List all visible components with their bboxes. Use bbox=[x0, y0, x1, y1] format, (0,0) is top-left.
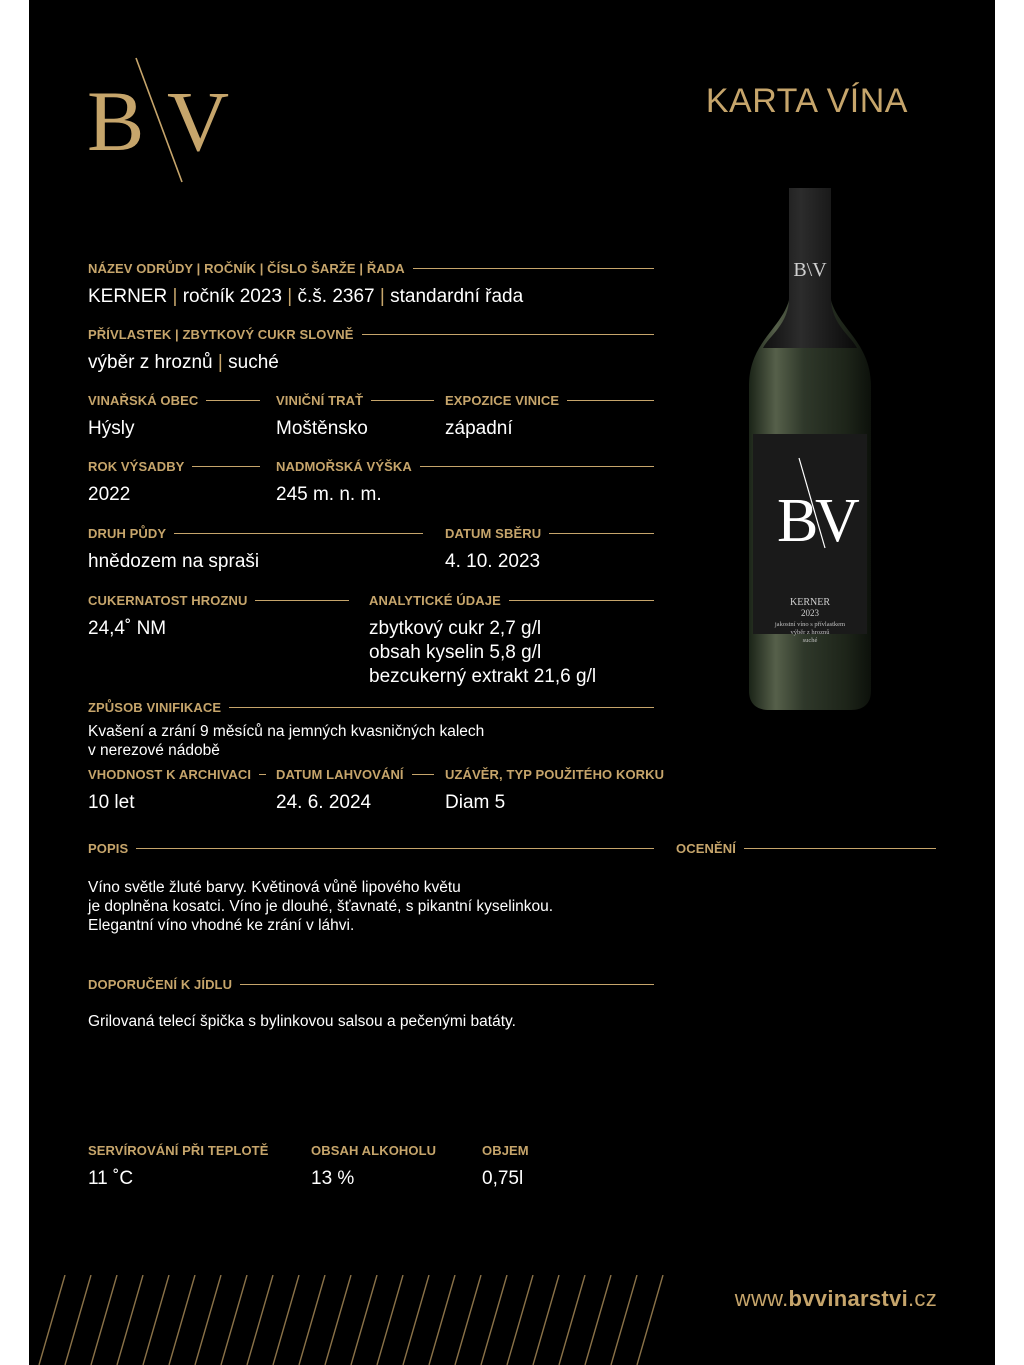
cukernatost-label: CUKERNATOST HROZNU bbox=[88, 593, 248, 608]
divider-line bbox=[420, 466, 654, 467]
card-title: KARTA VÍNA bbox=[705, 82, 908, 120]
field-objem bbox=[482, 1143, 582, 1191]
acidity: obsah kyselin 5,8 g/l bbox=[369, 642, 542, 663]
stripe-line bbox=[221, 1275, 247, 1365]
divider-line bbox=[413, 268, 654, 269]
website-link[interactable] bbox=[735, 1286, 937, 1312]
field-privlastek bbox=[88, 327, 654, 375]
separator: | bbox=[217, 352, 223, 373]
vintage-value: ročník 2023 bbox=[182, 286, 282, 307]
expozice-label: EXPOZICE VINICE bbox=[445, 393, 560, 408]
stripe-line bbox=[325, 1275, 351, 1365]
obec-label: VINAŘSKÁ OBEC bbox=[88, 393, 199, 408]
stripe-line bbox=[273, 1275, 299, 1365]
alkohol-label: OBSAH ALKOHOLU bbox=[311, 1143, 437, 1158]
stripe-line bbox=[507, 1275, 533, 1365]
label-year: 2023 bbox=[801, 608, 819, 618]
expozice-value: západní bbox=[445, 418, 513, 439]
stripe-line bbox=[169, 1275, 195, 1365]
rok-vysadby-label: ROK VÝSADBY bbox=[88, 459, 185, 474]
odruda-value bbox=[88, 285, 654, 309]
wine-bottle-image bbox=[747, 186, 873, 714]
sweetness-value: suché bbox=[228, 352, 279, 373]
predicate-value: výběr z hroznů bbox=[88, 352, 213, 373]
vyska-label: NADMOŘSKÁ VÝŠKA bbox=[276, 459, 412, 474]
divider-line bbox=[136, 848, 654, 849]
alkohol-value: 13 % bbox=[311, 1168, 355, 1189]
objem-label: OBJEM bbox=[482, 1143, 529, 1158]
stripe-line bbox=[65, 1275, 91, 1365]
vinifikace-line: Kvašení a zrání 9 měsíců na jemných kvasničných kalech bbox=[88, 723, 485, 740]
divider-line bbox=[206, 400, 260, 401]
stripe-line bbox=[611, 1275, 637, 1365]
label-variety: KERNER bbox=[790, 597, 830, 608]
popis-value bbox=[88, 878, 654, 935]
vinifikace-value bbox=[88, 722, 654, 760]
puda-label: DRUH PŮDY bbox=[88, 526, 167, 541]
cukernatost-value: 24,4˚ NM bbox=[88, 618, 167, 639]
label-line1: jakostní víno s přívlastkem bbox=[774, 621, 846, 628]
trat-label: VINIČNÍ TRAŤ bbox=[276, 393, 364, 408]
stripe-line bbox=[533, 1275, 559, 1365]
stripe-line bbox=[637, 1275, 663, 1365]
odruda-label: NÁZEV ODRŮDY | ROČNÍK | ČÍSLO ŠARŽE | ŘADA bbox=[88, 261, 405, 276]
field-odruda bbox=[88, 261, 654, 309]
decorative-stripes bbox=[29, 1275, 669, 1365]
popis-label: POPIS bbox=[88, 841, 129, 856]
brand-logo bbox=[87, 52, 237, 187]
field-obec bbox=[88, 393, 260, 441]
stripe-line bbox=[299, 1275, 325, 1365]
field-sber bbox=[445, 526, 654, 574]
field-oceneni bbox=[676, 841, 936, 856]
jidlo-label: DOPORUČENÍ K JÍDLU bbox=[88, 977, 233, 992]
web-suffix: .cz bbox=[907, 1286, 937, 1311]
stripe-line bbox=[585, 1275, 611, 1365]
lahvovani-value: 24. 6. 2024 bbox=[276, 792, 372, 813]
stripe-line bbox=[247, 1275, 273, 1365]
divider-line bbox=[174, 533, 423, 534]
field-puda bbox=[88, 526, 423, 574]
field-expozice bbox=[445, 393, 654, 441]
divider-line bbox=[192, 466, 260, 467]
oceneni-label: OCENĚNÍ bbox=[676, 841, 736, 856]
field-uzaver bbox=[445, 767, 665, 815]
archivace-value: 10 let bbox=[88, 792, 135, 813]
lahvovani-label: DATUM LAHVOVÁNÍ bbox=[276, 767, 404, 782]
separator: | bbox=[379, 286, 385, 307]
web-brand: bvvinarstvi bbox=[788, 1286, 908, 1311]
residual-sugar: zbytkový cukr 2,7 g/l bbox=[369, 618, 542, 639]
field-archivace bbox=[88, 767, 266, 815]
series-value: standardní řada bbox=[390, 286, 524, 307]
vinifikace-label: ZPŮSOB VINIFIKACE bbox=[88, 700, 222, 715]
divider-line bbox=[229, 707, 654, 708]
label-line2: výběr z hroznů bbox=[790, 629, 830, 636]
uzaver-label: UZÁVĚR, TYP POUŽITÉHO KORKU bbox=[445, 767, 665, 782]
label-line3: suché bbox=[802, 637, 818, 644]
uzaver-value: Diam 5 bbox=[445, 792, 506, 813]
field-trat bbox=[276, 393, 434, 441]
stripe-line bbox=[559, 1275, 585, 1365]
puda-value: hnědozem na spraši bbox=[88, 551, 260, 572]
stripe-line bbox=[481, 1275, 507, 1365]
popis-line: je doplněna kosatci. Víno je dlouhé, šťavnaté, s pikantní kyselinkou. bbox=[88, 898, 554, 915]
divider-line bbox=[259, 774, 266, 775]
separator: | bbox=[172, 286, 178, 307]
privlastek-value bbox=[88, 351, 654, 375]
stripe-line bbox=[143, 1275, 169, 1365]
field-alkohol bbox=[311, 1143, 471, 1191]
divider-line bbox=[362, 334, 654, 335]
objem-value: 0,75l bbox=[482, 1168, 524, 1189]
sber-label: DATUM SBĚRU bbox=[445, 526, 542, 541]
divider-line bbox=[509, 600, 654, 601]
analyticke-label: ANALYTICKÉ ÚDAJE bbox=[369, 593, 501, 608]
vinifikace-line: v nerezové nádobě bbox=[88, 742, 220, 759]
divider-line bbox=[549, 533, 654, 534]
field-lahvovani bbox=[276, 767, 434, 815]
field-cukernatost bbox=[88, 593, 349, 641]
variety-value: KERNER bbox=[88, 286, 168, 307]
logo-letter-b: B bbox=[87, 73, 145, 169]
stripe-line bbox=[455, 1275, 481, 1365]
field-jidlo bbox=[88, 977, 654, 1031]
divider-line bbox=[255, 600, 349, 601]
trat-value: Moštěnsko bbox=[276, 418, 368, 439]
popis-line: Elegantní víno vhodné ke zrání v láhvi. bbox=[88, 917, 355, 934]
analyticke-value bbox=[369, 617, 654, 689]
stripe-line bbox=[403, 1275, 429, 1365]
stripe-line bbox=[117, 1275, 143, 1365]
stripe-line bbox=[39, 1275, 65, 1365]
stripe-line bbox=[351, 1275, 377, 1365]
obec-value: Hýsly bbox=[88, 418, 135, 439]
separator: | bbox=[287, 286, 293, 307]
teplota-value: 11 ˚C bbox=[88, 1168, 134, 1189]
popis-line: Víno světle žluté barvy. Květinová vůně lipového květu bbox=[88, 879, 461, 896]
field-analyticke bbox=[369, 593, 654, 689]
privlastek-label: PŘÍVLASTEK | ZBYTKOVÝ CUKR SLOVNĚ bbox=[88, 327, 354, 342]
divider-line bbox=[371, 400, 434, 401]
field-rok-vysadby bbox=[88, 459, 260, 507]
stripe-line bbox=[91, 1275, 117, 1365]
jidlo-value: Grilovaná telecí špička s bylinkovou salsou a pečenými batáty. bbox=[88, 1013, 516, 1030]
field-vyska bbox=[276, 459, 654, 507]
stripe-line bbox=[377, 1275, 403, 1365]
divider-line bbox=[567, 400, 654, 401]
sugar-free-extract: bezcukerný extrakt 21,6 g/l bbox=[369, 666, 597, 687]
divider-line bbox=[744, 848, 936, 849]
stripe-line bbox=[195, 1275, 221, 1365]
sber-value: 4. 10. 2023 bbox=[445, 551, 541, 572]
stripe-line bbox=[429, 1275, 455, 1365]
teplota-label: SERVÍROVÁNÍ PŘI TEPLOTĚ bbox=[88, 1143, 269, 1158]
web-prefix: www. bbox=[734, 1286, 789, 1311]
vyska-value: 245 m. n. m. bbox=[276, 484, 382, 505]
field-teplota bbox=[88, 1143, 288, 1191]
divider-line bbox=[240, 984, 654, 985]
capsule-logo: B\V bbox=[793, 259, 827, 281]
divider-line bbox=[412, 774, 434, 775]
field-vinifikace bbox=[88, 700, 654, 760]
archivace-label: VHODNOST K ARCHIVACI bbox=[88, 767, 252, 782]
batch-value: č.š. 2367 bbox=[297, 286, 375, 307]
logo-letter-v: V bbox=[167, 73, 230, 169]
label-logo-b: B bbox=[777, 487, 819, 555]
label-logo-v: V bbox=[815, 487, 860, 555]
wine-card-sheet bbox=[29, 0, 995, 1365]
rok-vysadby-value: 2022 bbox=[88, 484, 131, 505]
field-popis bbox=[88, 841, 654, 935]
